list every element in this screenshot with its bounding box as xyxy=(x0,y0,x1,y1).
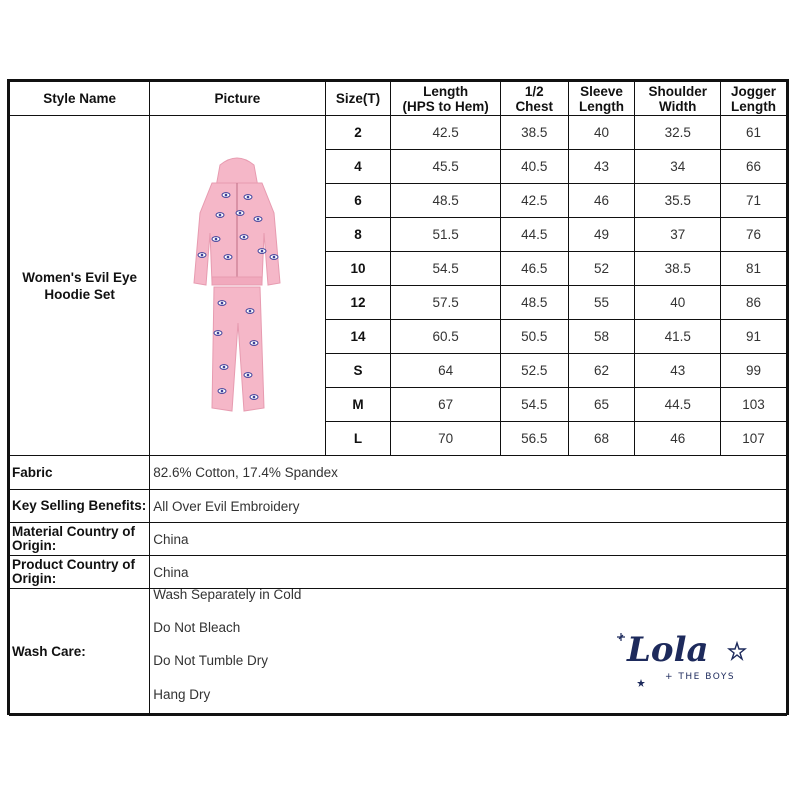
size-cell: 8 xyxy=(325,218,391,252)
wash-care-label: Wash Care: xyxy=(10,589,150,716)
shoulder-cell: 37 xyxy=(635,218,721,252)
lola-the-boys-logo xyxy=(615,621,755,701)
header-jogger-line2: Length xyxy=(731,98,777,114)
evil-eye-pupil-icon xyxy=(219,214,222,217)
sleeve-cell: 52 xyxy=(568,252,635,286)
chest-cell: 54.5 xyxy=(500,388,568,422)
evil-eye-pupil-icon xyxy=(253,396,256,399)
material-origin-label-line2: Origin: xyxy=(12,538,57,553)
evil-eye-pupil-icon xyxy=(247,196,250,199)
sleeve-cell: 49 xyxy=(568,218,635,252)
shoulder-cell: 41.5 xyxy=(635,320,721,354)
evil-eye-pupil-icon xyxy=(223,366,226,369)
length-cell: 64 xyxy=(391,354,500,388)
evil-eye-pupil-icon xyxy=(261,250,264,253)
wash-care-line: Wash Separately in Cold xyxy=(153,587,302,602)
chest-cell: 40.5 xyxy=(500,150,568,184)
product-origin-label xyxy=(10,556,150,589)
header-row xyxy=(10,82,787,116)
sleeve-cell: 40 xyxy=(568,116,635,150)
size-row xyxy=(10,116,787,150)
size-cell: M xyxy=(325,388,391,422)
size-chart-table xyxy=(9,81,787,716)
chest-cell: 52.5 xyxy=(500,354,568,388)
product-origin-label-line2: Origin: xyxy=(12,571,57,586)
chest-cell: 46.5 xyxy=(500,252,568,286)
evil-eye-pupil-icon xyxy=(215,238,218,241)
evil-eye-pupil-icon xyxy=(221,302,224,305)
header-sleeve-line2: Length xyxy=(578,98,624,114)
sleeve-cell: 65 xyxy=(568,388,635,422)
shoulder-cell: 32.5 xyxy=(635,116,721,150)
header-shoulder xyxy=(635,82,721,116)
jogger-cell: 71 xyxy=(721,184,787,218)
shoulder-cell: 38.5 xyxy=(635,252,721,286)
header-chest xyxy=(500,82,568,116)
small-star-icon xyxy=(637,679,645,687)
fabric-value: 82.6% Cotton, 17.4% Spandex xyxy=(150,456,787,490)
shoulder-cell: 46 xyxy=(635,422,721,456)
evil-eye-pupil-icon xyxy=(257,218,260,221)
length-cell: 67 xyxy=(391,388,500,422)
length-cell: 70 xyxy=(391,422,500,456)
product-origin-row xyxy=(10,556,787,589)
header-chest-line1: 1/2 xyxy=(524,83,544,99)
chest-cell: 48.5 xyxy=(500,286,568,320)
header-style-name: Style Name xyxy=(10,82,150,116)
length-cell: 51.5 xyxy=(391,218,500,252)
size-cell: 14 xyxy=(325,320,391,354)
jogger-cell: 66 xyxy=(721,150,787,184)
waistband-shape xyxy=(212,277,262,285)
fabric-label: Fabric xyxy=(10,456,150,490)
chest-cell: 42.5 xyxy=(500,184,568,218)
sleeve-cell: 43 xyxy=(568,150,635,184)
chest-cell: 50.5 xyxy=(500,320,568,354)
shoulder-cell: 43 xyxy=(635,354,721,388)
size-chart-sheet xyxy=(7,79,789,715)
sleeve-cell: 55 xyxy=(568,286,635,320)
evil-eye-pupil-icon xyxy=(225,194,228,197)
jogger-cell: 99 xyxy=(721,354,787,388)
wash-care-line: Do Not Bleach xyxy=(153,620,241,635)
evil-eye-pupil-icon xyxy=(249,310,252,313)
evil-eye-pupil-icon xyxy=(273,256,276,259)
product-picture-cell xyxy=(150,116,325,456)
evil-eye-pupil-icon xyxy=(217,332,220,335)
material-origin-label-line1: Material Country of xyxy=(12,524,136,539)
length-cell: 57.5 xyxy=(391,286,500,320)
wash-care-line: Do Not Tumble Dry xyxy=(153,653,269,668)
header-shoulder-line1: Shoulder xyxy=(648,83,707,99)
size-cell: 2 xyxy=(325,116,391,150)
sparkle-icon xyxy=(617,633,625,641)
header-jogger xyxy=(721,82,787,116)
wash-care-cell xyxy=(150,589,787,716)
jogger-cell: 76 xyxy=(721,218,787,252)
logo-word: Lola xyxy=(627,630,709,670)
header-sleeve xyxy=(568,82,635,116)
material-origin-row xyxy=(10,523,787,556)
sleeve-cell: 58 xyxy=(568,320,635,354)
chest-cell: 44.5 xyxy=(500,218,568,252)
header-sleeve-line1: Sleeve xyxy=(580,83,623,99)
jogger-cell: 107 xyxy=(721,422,787,456)
style-name-line2: Hoodie Set xyxy=(44,286,115,302)
jogger-cell: 81 xyxy=(721,252,787,286)
jogger-cell: 61 xyxy=(721,116,787,150)
material-origin-label xyxy=(10,523,150,556)
header-chest-line2: Chest xyxy=(515,98,553,114)
header-picture: Picture xyxy=(150,82,325,116)
star-icon xyxy=(729,643,745,659)
sleeve-cell: 68 xyxy=(568,422,635,456)
jogger-cell: 103 xyxy=(721,388,787,422)
evil-eye-pupil-icon xyxy=(253,342,256,345)
size-cell: 4 xyxy=(325,150,391,184)
benefits-row xyxy=(10,490,787,523)
header-size: Size(T) xyxy=(325,82,391,116)
jogger-cell: 86 xyxy=(721,286,787,320)
header-length-line1: Length xyxy=(423,83,469,99)
benefits-value: All Over Evil Embroidery xyxy=(150,490,787,523)
size-cell: L xyxy=(325,422,391,456)
product-origin-value: China xyxy=(150,556,787,589)
style-name-line1: Women's Evil Eye xyxy=(22,269,137,285)
header-length xyxy=(391,82,500,116)
product-origin-label-line1: Product Country of xyxy=(12,557,135,572)
wash-care-line: Hang Dry xyxy=(153,687,211,702)
evil-eye-pupil-icon xyxy=(221,390,224,393)
sleeve-cell: 62 xyxy=(568,354,635,388)
benefits-label: Key Selling Benefits: xyxy=(10,490,150,523)
size-cell: 10 xyxy=(325,252,391,286)
evil-eye-pupil-icon xyxy=(247,374,250,377)
logo-subtitle: + THE BOYS xyxy=(665,672,736,682)
length-cell: 60.5 xyxy=(391,320,500,354)
header-shoulder-line2: Width xyxy=(659,98,697,114)
jogger-cell: 91 xyxy=(721,320,787,354)
shoulder-cell: 40 xyxy=(635,286,721,320)
chest-cell: 38.5 xyxy=(500,116,568,150)
header-length-line2: (HPS to Hem) xyxy=(402,98,489,114)
sleeve-cell: 46 xyxy=(568,184,635,218)
shoulder-cell: 44.5 xyxy=(635,388,721,422)
length-cell: 54.5 xyxy=(391,252,500,286)
length-cell: 42.5 xyxy=(391,116,500,150)
evil-eye-pupil-icon xyxy=(243,236,246,239)
length-cell: 48.5 xyxy=(391,184,500,218)
shoulder-cell: 34 xyxy=(635,150,721,184)
evil-eye-pupil-icon xyxy=(201,254,204,257)
length-cell: 45.5 xyxy=(391,150,500,184)
pink-hoodie-jogger-set-icon xyxy=(182,153,292,418)
shoulder-cell: 35.5 xyxy=(635,184,721,218)
material-origin-value: China xyxy=(150,523,787,556)
style-name-cell xyxy=(10,116,150,456)
header-jogger-line1: Jogger xyxy=(731,83,777,99)
evil-eye-pupil-icon xyxy=(239,212,242,215)
wash-care-row xyxy=(10,589,787,716)
size-cell: 12 xyxy=(325,286,391,320)
fabric-row xyxy=(10,456,787,490)
size-cell: S xyxy=(325,354,391,388)
evil-eye-pupil-icon xyxy=(227,256,230,259)
size-cell: 6 xyxy=(325,184,391,218)
chest-cell: 56.5 xyxy=(500,422,568,456)
